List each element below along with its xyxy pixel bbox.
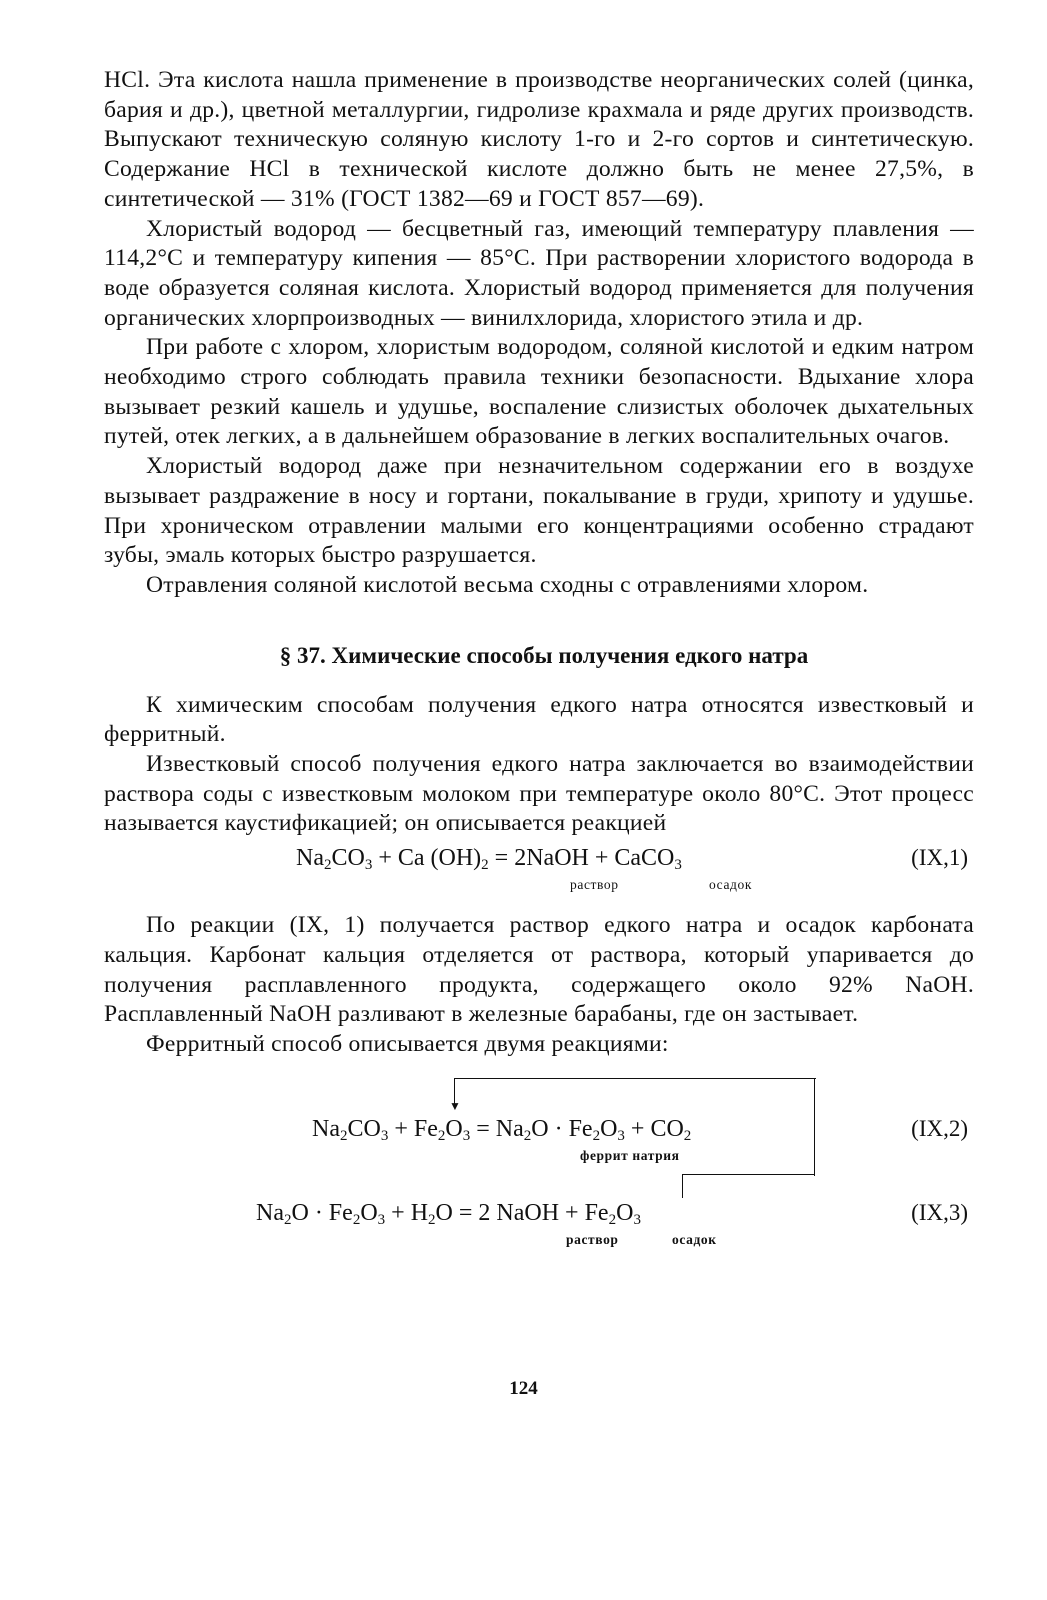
equation-ix-3 bbox=[104, 1200, 974, 1262]
equation-ix-3-note-solution: раствор bbox=[566, 1231, 619, 1247]
equation-ix-1-note-solution: раствор bbox=[570, 877, 619, 893]
section-heading: § 37. Химические способы получения едкого натра bbox=[279, 642, 809, 668]
page-number: 124 bbox=[509, 1378, 538, 1399]
paragraph-ferrite-method: Ферритный способ описывается двумя реакциями: bbox=[146, 1030, 669, 1057]
equation-ix-2-note-ferrite: феррит натрия bbox=[580, 1147, 680, 1163]
equation-ix-1-number: (IX,1) bbox=[911, 845, 968, 871]
paragraph-lime-reaction: По реакции (IX, 1) получается раствор едкого натра и осадок карбоната кальция. Карбонат кальция отделяется от раствора, который упаривается до получения расплавленного продукта, содержащего около 92% NaOH. Расплавленный NaOH разливают в железные барабаны, где он застывает. bbox=[104, 912, 974, 1028]
paragraph-safety: При работе с хлором, хлористым водородом, соляной кислотой и едким натром необходимо строго соблюдать правила техники безопасности. Вдыхание хлора вызывает резкий кашель и удушье, воспаление слизистых оболочек дыхательных путей, отек легких, а в дальнейшем образование в легких воспалительных очагов. bbox=[104, 334, 974, 450]
arrow-down-icon: ▼ bbox=[449, 1098, 461, 1113]
equation-ix-2 bbox=[104, 1116, 974, 1178]
recycle-line-top bbox=[454, 1078, 816, 1079]
equation-ix-3-number: (IX,3) bbox=[911, 1199, 968, 1225]
equation-ix-1-note-precipitate: осадок bbox=[709, 877, 753, 893]
paragraph-poisoning: Отравления соляной кислотой весьма сходны с отравлениями хлором. bbox=[146, 571, 869, 598]
equation-ix-1-formula: $Na_2CO_3 + Ca$ $(OH)_2$ = 2NaOH + CaCO$_3$ bbox=[296, 845, 682, 874]
ferrite-equations-block bbox=[104, 1078, 974, 1256]
page-body bbox=[104, 66, 974, 1256]
equation-ix-1 bbox=[104, 845, 974, 911]
equation-ix-3-note-precipitate: осадок bbox=[672, 1231, 717, 1247]
equation-ix-3-formula: $Na_2O \cdot Fe_2O_3 + H_2O = 2$ NaOH + $Fe_2O_3$ bbox=[256, 1199, 641, 1228]
equation-ix-2-formula: $Na_2CO_3 + Fe_2O_3 = Na_2O \cdot Fe_2O_3 + CO_2$ bbox=[312, 1115, 692, 1144]
paragraph-methods-intro: К химическим способам получения едкого натра относятся известковый и ферритный. bbox=[104, 691, 974, 748]
paragraph-lime-method: Известковый способ получения едкого натра заключается во взаимодействии раствора соды с известковым молоком при температуре около 80°С. Этот процесс называется каустификацией; он описывается реакцией bbox=[104, 751, 974, 837]
equation-ix-2-number: (IX,2) bbox=[911, 1115, 968, 1141]
paragraph-hydrogen-chloride-properties: Хлористый водород — бесцветный газ, имеющий температуру плавления — 114,2°С и температуру кипения — 85°С. При растворении хлористого водорода в воде образуется соляная кислота. Хлористый водород применяется для получения органических хлорпроизводных — винилхлорида, хлористого этила и др. bbox=[104, 215, 974, 331]
paragraph-hcl-toxicity: Хлористый водород даже при незначительном содержании его в воздухе вызывает раздражение в носу и гортани, покалывание в груди, хрипоту и удушье. При хроническом отравлении малыми его концентрациями особенно страдают зубы, эмаль которых быстро разрушается. bbox=[104, 453, 974, 569]
paragraph-hcl-uses: HCl. Эта кислота нашла применение в производстве неорганических солей (цинка, бария и др.), цветной металлургии, гидролизе крахмала и ряде других производств. Выпускают техническую соляную кислоту 1-го и 2-го сортов и синтетическую. Содержание HCl в технической кислоте должно быть не менее 27,5%, в синтетической — 31% (ГОСТ 1382—69 и ГОСТ 857—69). bbox=[104, 67, 974, 212]
